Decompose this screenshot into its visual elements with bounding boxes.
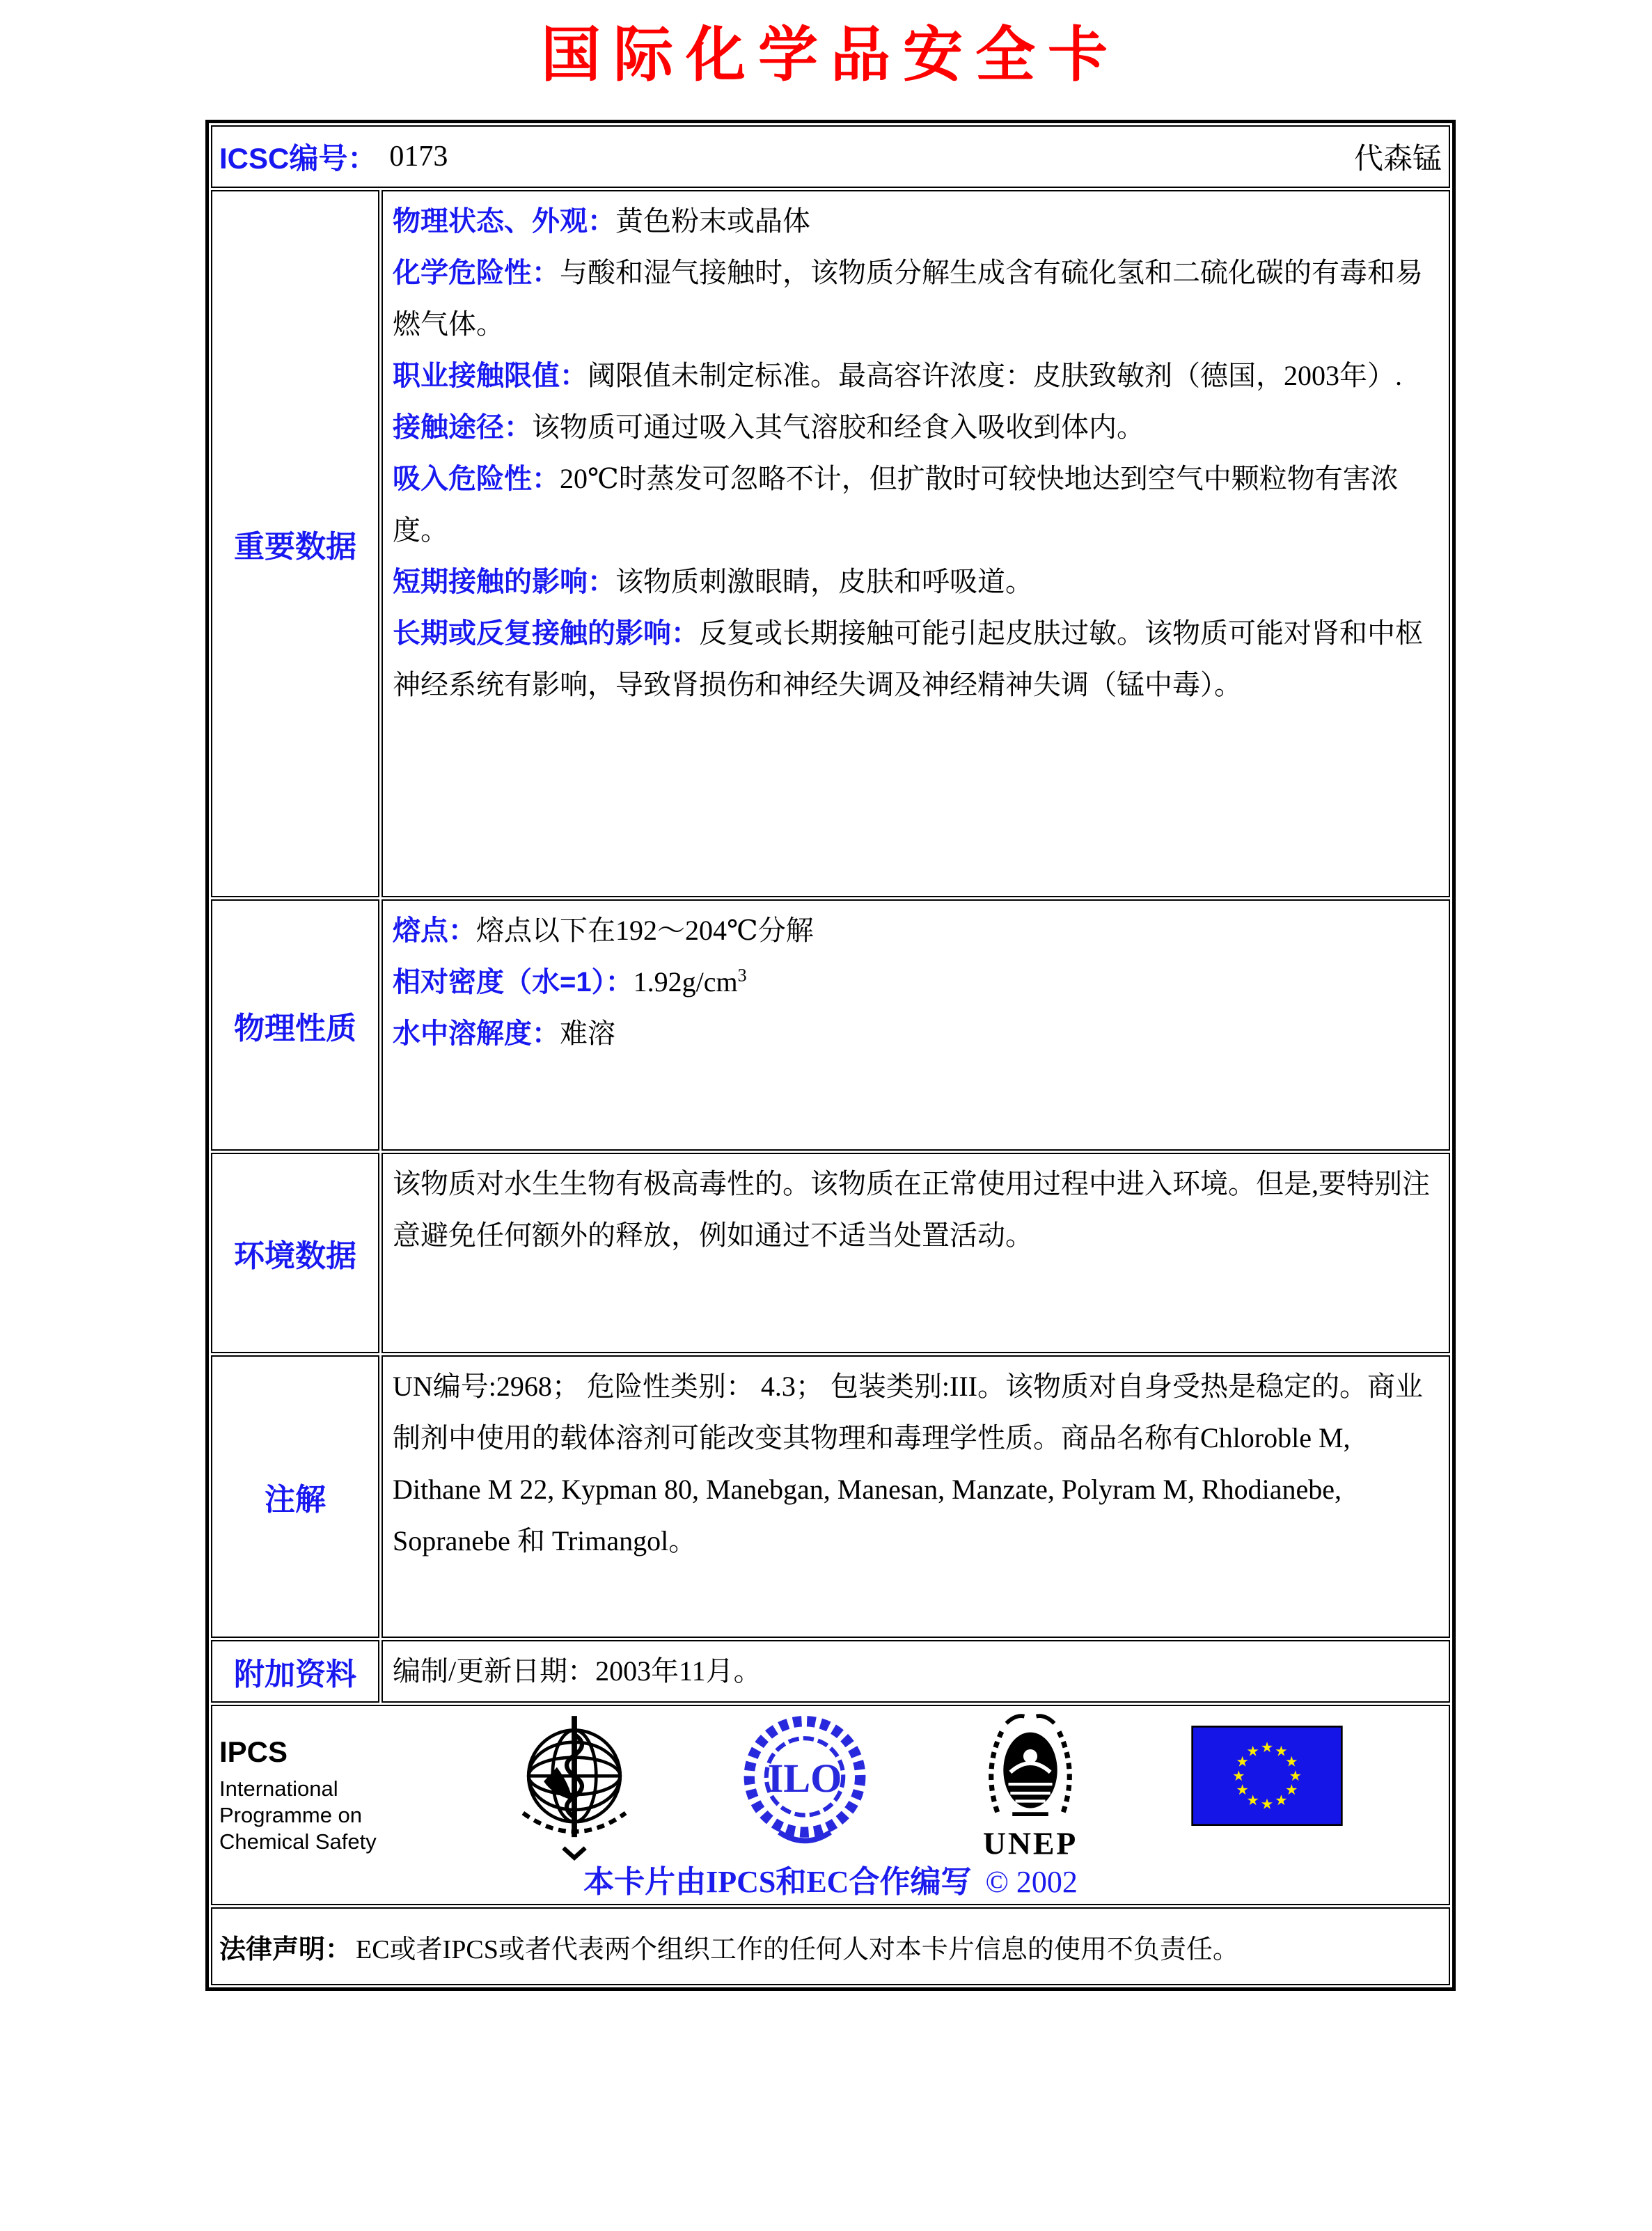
icsc-card-table [205,120,1456,1991]
section-label-notes: 注解 [211,1355,379,1638]
inhalation-risk-line: 吸入危险性：20℃时蒸发可忽略不计，但扩散时可较快地达到空气中颗粒物有害浓度。 [393,463,1399,546]
chemical-name: 代森锰 [1353,143,1442,175]
notes-content [381,1355,1450,1638]
icsc-number-value: 0173 [389,141,448,173]
who-logo-icon [509,1710,640,1863]
ilo-logo-icon [741,1710,869,1850]
notes-row [211,1355,1450,1638]
svg-text:★: ★ [1246,1792,1259,1809]
physical-state-line: 物理状态、外观：黄色粉末或晶体 [393,205,810,237]
section-label-physical-properties: 物理性质 [211,899,379,1151]
water-solubility-line: 水中溶解度：难溶 [393,1018,615,1049]
header-row [211,125,1450,188]
additional-info-text: 编制/更新日期：2003年11月。 [393,1655,762,1687]
section-label-important-data: 重要数据 [211,190,379,897]
environmental-data-content [381,1153,1450,1353]
short-term-effect-line: 短期接触的影响：该物质刺激眼睛，皮肤和呼吸道。 [393,566,1033,597]
ipcs-title: IPCS [219,1735,288,1768]
unep-logo-icon [970,1710,1090,1862]
notes-text: UN编号:2968； 危险性类别： 4.3； 包装类别:III。该物质对自身受热是稳定的。商业制剂中使用的载体溶剂可能改变其物理和毒理学性质。商品名称有Chloroble M, Dithane M 22, Kypman 80, Manebgan, Manesan, Manzate, Polyram M, Rhodianebe, Sopranebe 和 Trimangol。 [393,1371,1423,1556]
svg-text:★: ★ [1289,1767,1302,1784]
exposure-route-line: 接触途径：该物质可通过吸入其气溶胶和经食入吸收到体内。 [393,411,1144,443]
relative-density-line: 相对密度（水=1）：$1.92g/cm^3$ [393,965,747,998]
long-term-effect-line: 长期或反复接触的影响：反复或长期接触可能引起皮肤过敏。该物质可能对肾和中枢神经系统有影响，导致肾损伤和神经失调及神经精神失调（锰中毒）。 [393,617,1423,700]
section-label-additional-info: 附加资料 [211,1640,379,1703]
important-data-content [381,190,1450,897]
eu-flag-icon [1191,1726,1343,1826]
svg-text:★: ★ [1232,1767,1245,1784]
ipcs-line-2: Programme on [219,1803,363,1827]
ipcs-line-3: Chemical Safety [219,1829,377,1854]
ipcs-line-1: International [219,1776,338,1801]
page-title: 国际化学品安全卡 [541,19,1120,90]
section-label-environmental-data: 环境数据 [211,1153,379,1353]
additional-info-row [211,1640,1450,1703]
svg-text:★: ★ [1285,1753,1298,1770]
legal-row [211,1907,1450,1985]
cooperation-caption: 本卡片由IPCS和EC合作编写 © 2002 [583,1865,1078,1899]
chemical-danger-line: 化学危险性：与酸和湿气接触时，该物质分解生成含有硫化氢和二硫化碳的有毒和易燃气体。 [393,257,1423,340]
physical-properties-row [211,899,1450,1151]
physical-properties-content [381,899,1450,1151]
legal-label: 法律声明： [219,1934,352,1964]
icsc-number-label: ICSC编号： [219,142,377,175]
logos-row [211,1705,1450,1905]
environmental-text: 该物质对水生生物有极高毒性的。该物质在正常使用过程中进入环境。但是,要特别注意避免任何额外的释放，例如通过不适当处置活动。 [393,1168,1430,1251]
svg-text:★: ★ [1236,1781,1249,1799]
svg-text:UNEP: UNEP [982,1825,1078,1861]
svg-text:★: ★ [1285,1781,1298,1799]
svg-text:ILO: ILO [767,1755,842,1801]
environmental-data-row [211,1153,1450,1353]
additional-info-content [381,1640,1450,1703]
ipcs-block [219,1710,407,1855]
logos-cell [211,1705,1450,1905]
legal-cell [211,1907,1450,1985]
svg-text:★: ★ [1275,1792,1288,1809]
occupational-limit-line: 职业接触限值：阈限值未制定标准。最高容许浓度：皮肤致敏剂（德国，2003年）. [393,360,1402,391]
melting-point-line: 熔点：熔点以下在192～204℃分解 [393,915,814,946]
legal-text: EC或者IPCS或者代表两个组织工作的任何人对本卡片信息的使用不负责任。 [356,1934,1239,1964]
important-data-row [211,190,1450,897]
svg-text:★: ★ [1275,1742,1288,1760]
header-cell [211,125,1450,188]
svg-text:★: ★ [1260,1739,1274,1756]
svg-text:★: ★ [1236,1753,1249,1770]
svg-text:★: ★ [1246,1742,1259,1760]
svg-text:★: ★ [1260,1795,1274,1813]
